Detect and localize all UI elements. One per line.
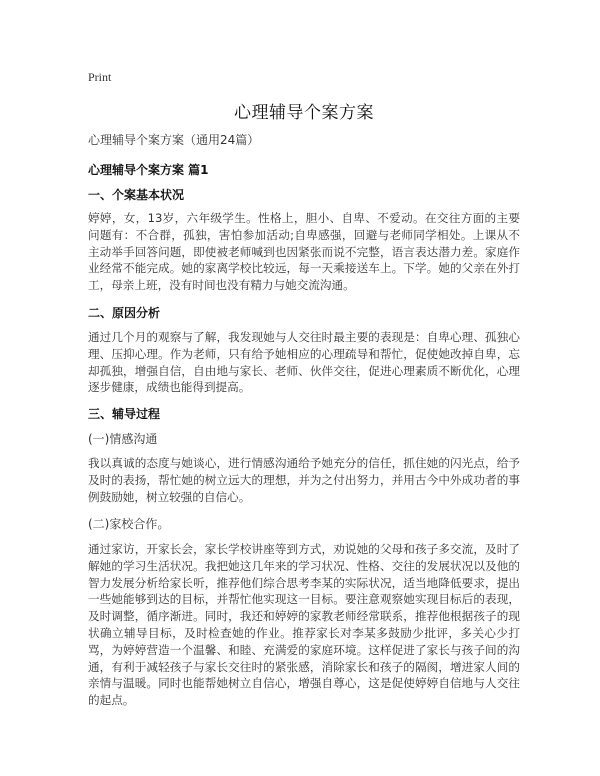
subsection-paragraph-emotional-communication: 我以真诚的态度与她谈心，进行情感沟通给予她充分的信任，抓住她的闪光点，给予及时的表扬，帮忙她的树立远大的理想，并为之付出努力，并用古今中外成功者的事例鼓励她，树立较强的自信心。 [88,456,520,504]
document-subtitle: 心理辅导个案方案（通用24篇） [88,133,260,147]
section-paragraph-basic-situation: 婷婷，女，13岁，六年级学生。性格上，胆小、自卑、不爱动。在交往方面的主要问题有：不合群，孤独，害怕参加活动;自卑感强，回避与老师同学相处。上课从不主动举手回答问题，即使被老师喊到也因紧张而说不完整，语言表达潜力差。家庭作业经常不能完成。她的家离学校比较远，每一天乘接送车上。下学。她的父亲在外打工，母亲上班，没有时间也没有精力与她交流沟通。 [88,211,520,293]
part-heading: 心理辅导个案方案 篇1 [88,163,209,177]
section-heading-cause-analysis: 二、原因分析 [88,306,161,320]
section-heading-counseling-process: 三、辅导过程 [88,407,161,421]
print-label: Print [88,70,112,84]
subsection-label-emotional-communication: (一)情感沟通 [88,432,158,446]
page-title: 心理辅导个案方案 [234,103,374,123]
subsection-label-home-school: (二)家校合作。 [88,517,170,531]
subsection-paragraph-home-school: 通过家访，开家长会，家长学校讲座等到方式，劝说她的父母和孩子多交流，及时了解她的学习生活状况。我把她这几年来的学习状况、性格、交往的发展状况以及他的智力发展分析给家长听，推荐他们综合思考李某的实际状况，适当地降低要求，提出一些她能够到达的目标，并帮忙他实现这一目标。要注意观察她实现目标后的表现，及时调整，循序渐进。同时，我还和婷婷的家教老师经常联系，推荐他根据孩子的现状确立辅导目标，及时检查她的作业。推荐家长对李某多鼓励少批评，多关心少打骂，为婷婷营造一个温馨、和睦、充满爱的家庭环境。这样促进了家长与孩子间的沟通，有利于减轻孩子与家长交往时的紧张感，消除家长和孩子的隔阂，增进家人间的亲情与温暖。同时也能帮她树立自信心，增强自尊心，这是促使婷婷自信地与人交往的起点。 [88,542,520,708]
section-heading-basic-situation: 一、个案基本状况 [88,188,185,202]
section-paragraph-cause-analysis: 通过几个月的观察与了解，我发现她与人交往时最主要的表现是：自卑心理、孤独心理、压抑心理。作为老师，只有给予她相应的心理疏导和帮忙，促使她改掉自卑，忘却孤独，增强自信，自由地与家长、老师、伙伴交往，促进心理素质不断优化，心理逐步健康，成绩也能得到提高。 [88,330,520,395]
